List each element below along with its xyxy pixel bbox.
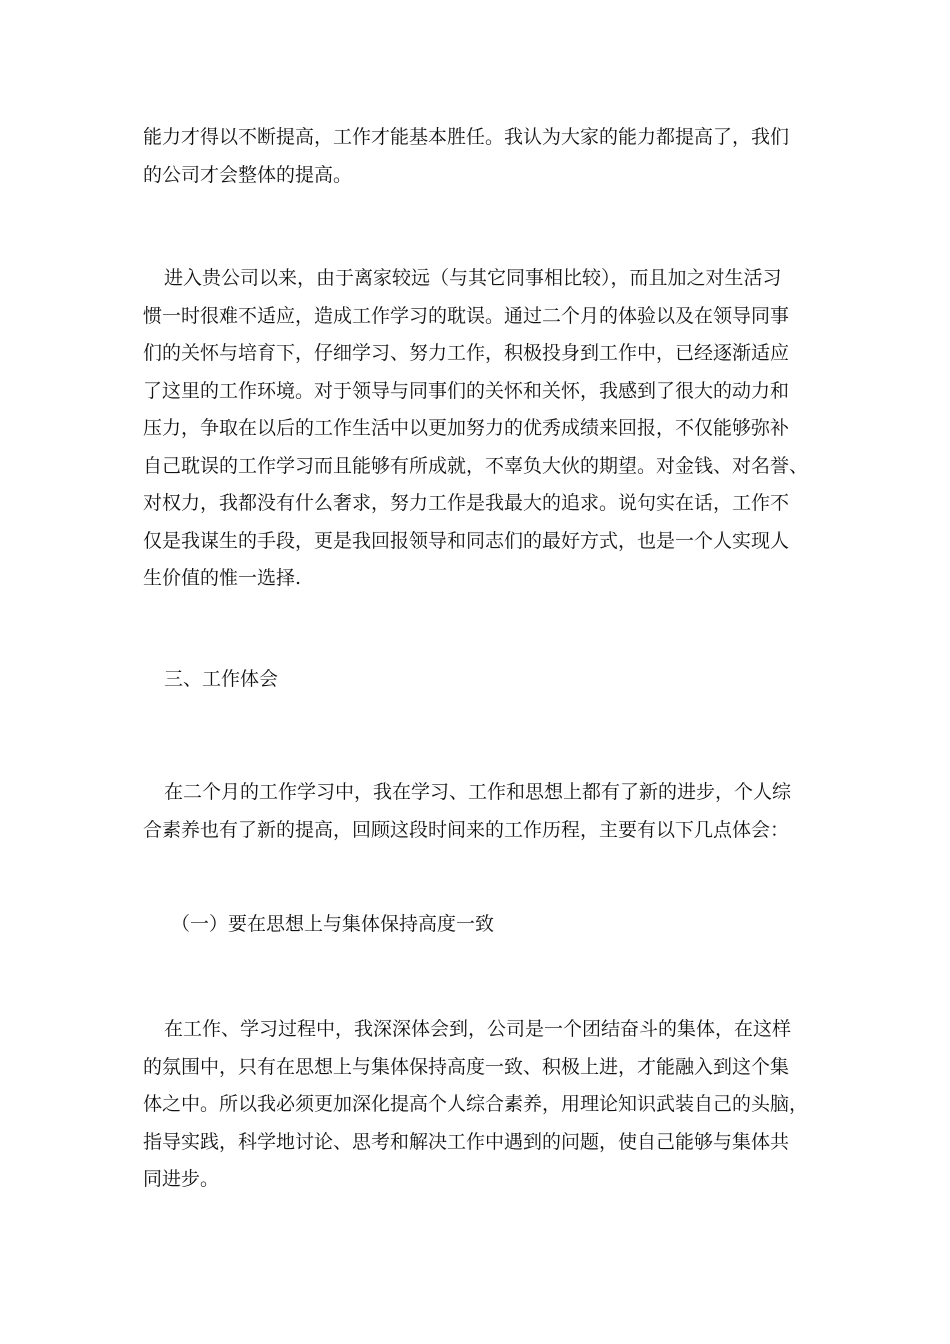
subsection-heading: [143, 906, 807, 944]
paragraph-line: 合素养也有了新的提高，回顾这段时间来的工作历程，主要有以下几点体会：: [143, 818, 790, 841]
paragraph-line: 指导实践，科学地讨论、思考和解决工作中遇到的问题，使自己能够与集体共: [143, 1130, 790, 1153]
subsection-heading-text: （一）要在思想上与集体保持高度一致: [171, 913, 495, 935]
paragraph-line: 的氛围中，只有在思想上与集体保持高度一致、积极上进，才能融入到这个集: [143, 1055, 790, 1078]
paragraph-line: 对权力，我都没有什么奢求，努力工作是我最大的追求。说句实在话，工作不: [143, 492, 790, 514]
paragraph-adaptation: [143, 260, 807, 598]
paragraph-line: 体之中。所以我必须更加深化提高个人综合素养，用理论知识武装自己的头脑，: [143, 1093, 809, 1115]
paragraph-line: 的公司才会整体的提高。: [143, 163, 353, 186]
paragraph-line: 仅是我谋生的手段，更是我回报领导和同志们的最好方式，也是一个人实现人: [143, 529, 790, 552]
section-heading-text: 三、工作体会: [164, 668, 279, 690]
paragraph-line: 在二个月的工作学习中，我在学习、工作和思想上都有了新的进步，个人综: [164, 781, 792, 803]
paragraph-line: 了这里的工作环境。对于领导与同事们的关怀和关怀，我感到了很大的动力和: [143, 379, 790, 402]
paragraph-collective: [143, 1011, 807, 1199]
section-heading: [143, 661, 807, 699]
paragraph-line: 生价值的惟一选择.: [143, 567, 302, 589]
paragraph-experience-intro: [143, 774, 807, 849]
paragraph-line: 同进步。: [143, 1168, 220, 1190]
paragraph-line: 压力，争取在以后的工作生活中以更加努力的优秀成绩来回报，不仅能够弥补: [143, 417, 790, 439]
paragraph-line: 们的关怀与培育下，仔细学习、努力工作，积极投身到工作中，已经逐渐适应: [143, 342, 790, 364]
paragraph-line: 在工作、学习过程中，我深深体会到，公司是一个团结奋斗的集体，在这样: [164, 1018, 792, 1040]
paragraph-line: 自己耽误的工作学习而且能够有所成就，不辜负大伙的期望。对金钱、对名誉、: [143, 454, 809, 477]
paragraph-ability: [143, 119, 807, 194]
paragraph-line: 进入贵公司以来，由于离家较远（与其它同事相比较），而且加之对生活习: [164, 267, 782, 289]
paragraph-line: 能力才得以不断提高，工作才能基本胜任。我认为大家的能力都提高了，我们: [143, 126, 790, 148]
paragraph-line: 惯一时很难不适应，造成工作学习的耽误。通过二个月的体验以及在领导同事: [143, 304, 790, 327]
